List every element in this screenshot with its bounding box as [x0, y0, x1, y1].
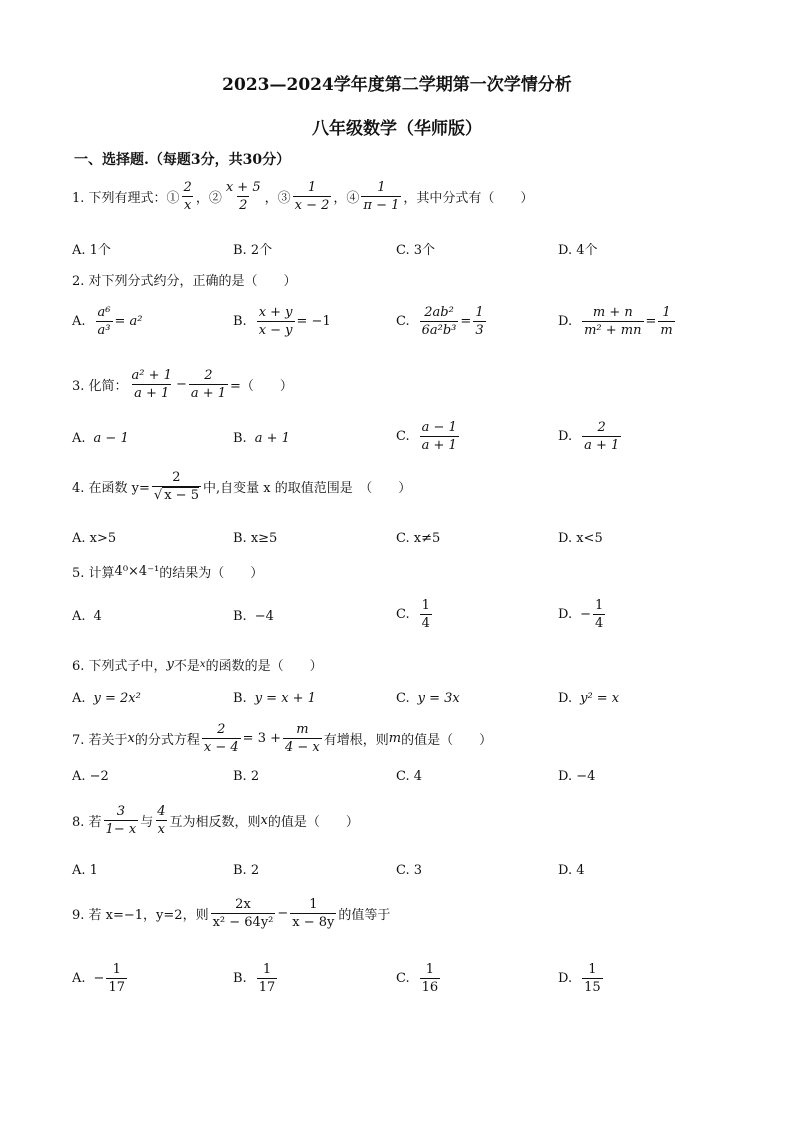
- q1-option-a: A. 1个: [72, 243, 111, 258]
- q9-option-a: [72, 962, 129, 995]
- page-subtitle: 八年级数学（华师版）: [312, 119, 482, 139]
- option-label: A.: [72, 431, 86, 446]
- denominator: m: [660, 323, 673, 338]
- denominator: [152, 486, 201, 503]
- denominator: 17: [108, 980, 125, 995]
- q3-prefix: 3. 化简：: [72, 379, 128, 394]
- q1-prefix: 1. 下列有理式：①: [72, 191, 180, 206]
- q7-option-d: D. −4: [558, 769, 596, 784]
- q1-sep: ，④: [333, 191, 360, 206]
- q9-option-c: [396, 962, 442, 995]
- option-label: D.: [558, 607, 573, 622]
- fraction: [257, 962, 278, 995]
- denominator: a + 1: [421, 438, 457, 453]
- q6-mid: 不是: [173, 659, 200, 674]
- numerator: 1: [421, 598, 430, 613]
- numerator: 1: [595, 598, 604, 613]
- q2-option-a: [72, 305, 143, 338]
- minus: −: [277, 906, 289, 921]
- option-label: D.: [558, 691, 573, 706]
- q3-option-b: [233, 431, 290, 446]
- question-4-stem: [72, 470, 411, 503]
- q1-fraction-2: [224, 180, 263, 213]
- question-8-stem: [72, 804, 359, 837]
- denominator: 1− x: [105, 822, 137, 837]
- q4-suffix: 中,自变量 x 的取值范围是 （ ）: [202, 481, 412, 496]
- q1-fraction-4: [361, 180, 401, 213]
- question-3-stem: [72, 368, 293, 401]
- q1-sep: ，②: [195, 191, 222, 206]
- q9-suffix: 的值等于: [338, 908, 391, 923]
- q1-option-c: C. 3个: [396, 243, 436, 258]
- option-label: C.: [396, 314, 410, 329]
- q5-prefix: 5. 计算: [72, 566, 115, 581]
- q6-suffix: 的函数的是（ ）: [205, 659, 323, 674]
- sqrt-icon: √: [153, 488, 163, 503]
- fraction: [211, 897, 276, 930]
- q7-prefix: 7. 若关于: [72, 733, 128, 748]
- option-expr: a + 1: [254, 431, 290, 446]
- q8-option-c: C. 3: [396, 863, 423, 878]
- var-m: m: [388, 731, 402, 746]
- q5-expression: 4⁰×4⁻¹: [114, 564, 160, 579]
- rhs: = −1: [296, 314, 331, 329]
- numerator: 1: [377, 180, 386, 195]
- fraction: [420, 962, 441, 995]
- radicand: x − 5: [164, 488, 199, 503]
- denominator: x: [184, 198, 192, 213]
- q1-option-d: D. 4个: [558, 243, 598, 258]
- q5-option-b: [233, 609, 274, 624]
- numerator: 1: [262, 962, 272, 977]
- fraction: [283, 722, 322, 755]
- q7-option-b: B. 2: [233, 769, 260, 784]
- option-label: D.: [558, 971, 573, 986]
- q6-option-d: [558, 691, 619, 706]
- numerator: 4: [157, 804, 166, 819]
- q4-option-c: C. x≠5: [396, 531, 441, 546]
- option-label: B.: [233, 431, 247, 446]
- q8-suffix: 互为相反数，则: [169, 815, 261, 830]
- denominator: x − 4: [203, 740, 239, 755]
- option-label: B.: [233, 691, 247, 706]
- option-label: A.: [72, 609, 86, 624]
- numerator: a⁶: [97, 305, 111, 320]
- q5-suffix: 的结果为（ ）: [159, 566, 264, 581]
- numerator: x + 5: [225, 180, 261, 195]
- var-x: x: [199, 659, 206, 670]
- numerator: x + y: [258, 305, 293, 320]
- q9-prefix: 9. 若 x=−1，y=2，则: [72, 908, 209, 923]
- fraction: [420, 598, 432, 631]
- numerator: 1: [475, 305, 484, 320]
- numerator: 2x: [235, 897, 251, 912]
- denominator: x − 2: [294, 198, 330, 213]
- q5-option-c: [396, 598, 434, 631]
- q7-option-c: C. 4: [396, 769, 423, 784]
- q2-option-d: [558, 305, 677, 338]
- equals: = 3 +: [242, 731, 281, 746]
- denominator: m² + mn: [584, 323, 642, 338]
- denominator: a + 1: [584, 438, 620, 453]
- denominator: a + 1: [134, 386, 170, 401]
- q5-option-d: [558, 598, 607, 631]
- denominator: 16: [421, 980, 439, 995]
- numerator: 2: [597, 420, 606, 435]
- q7-suffix: 有增根，则: [323, 733, 389, 748]
- q7-option-a: A. −2: [72, 769, 109, 784]
- q6-option-b: [233, 691, 316, 706]
- q4-option-a: A. x>5: [72, 531, 117, 546]
- denominator: a³: [97, 323, 111, 338]
- option-expr: −4: [254, 609, 274, 624]
- q8-option-a: A. 1: [72, 863, 98, 878]
- q2-option-c: [396, 305, 488, 338]
- fraction: [420, 420, 459, 453]
- option-label: C.: [396, 971, 410, 986]
- option-expr: 4: [93, 609, 102, 624]
- denominator: 17: [258, 980, 276, 995]
- question-9-stem: [72, 897, 390, 930]
- fraction: [593, 598, 605, 631]
- q3-option-d: [558, 420, 623, 453]
- denominator: x² − 64y²: [212, 915, 274, 930]
- var-x: x: [260, 813, 268, 828]
- numerator: 2: [204, 368, 213, 383]
- q4-option-d: D. x<5: [558, 531, 603, 546]
- q1-option-b: B. 2个: [233, 243, 273, 258]
- fraction: [106, 962, 127, 995]
- denominator: 4: [421, 616, 430, 631]
- q2-option-b: [233, 305, 331, 338]
- fraction: [155, 804, 167, 837]
- numerator: 2: [217, 722, 226, 737]
- q9-option-b: [233, 962, 279, 995]
- q7-mid: 的分式方程: [134, 733, 200, 748]
- q9-option-d: [558, 962, 605, 995]
- q8-suffix: 的值是（ ）: [267, 815, 359, 830]
- q3-option-c: [396, 420, 461, 453]
- option-label: B.: [233, 314, 247, 329]
- q7-suffix: 的值是（ ）: [401, 733, 493, 748]
- option-label: A.: [72, 691, 86, 706]
- option-expr: y = x + 1: [254, 691, 316, 706]
- q3-suffix: =（ ）: [230, 379, 293, 394]
- fraction: [582, 305, 643, 338]
- denominator: 6a²b³: [421, 323, 457, 338]
- q8-prefix: 8. 若: [72, 815, 102, 830]
- numerator: 1: [588, 962, 597, 977]
- denominator: a + 1: [190, 386, 227, 401]
- numerator: 3: [116, 804, 125, 819]
- var-x: x: [127, 731, 135, 746]
- option-label: C.: [396, 429, 410, 444]
- denominator: x − 8y: [292, 915, 335, 930]
- option-label: C.: [396, 607, 410, 622]
- numerator: 1: [662, 305, 671, 320]
- option-expr: y² = x: [580, 691, 620, 706]
- q3-option-a: [72, 431, 129, 446]
- option-label: B.: [233, 609, 247, 624]
- q1-fraction-3: [293, 180, 332, 213]
- numerator: 1: [307, 180, 317, 195]
- option-expr: a − 1: [93, 431, 129, 446]
- numerator: 1: [112, 962, 121, 977]
- q6-prefix: 6. 下列式子中，: [72, 659, 167, 674]
- numerator: 1: [425, 962, 435, 977]
- q1-sep: ，③: [264, 191, 291, 206]
- denominator: 4: [595, 616, 604, 631]
- question-5-stem: [72, 562, 263, 581]
- option-label: C.: [396, 691, 410, 706]
- question-2-stem: 2. 对下列分式约分，正确的是（ ）: [72, 274, 297, 289]
- denominator: 15: [584, 980, 601, 995]
- fraction: [152, 470, 201, 503]
- q6-option-a: [72, 691, 141, 706]
- option-expr: y = 2x²: [93, 691, 141, 706]
- minus: −: [93, 971, 105, 986]
- option-label: A.: [72, 314, 86, 329]
- q1-suffix: ，其中分式有（ ）: [403, 191, 534, 206]
- minus: −: [580, 607, 591, 622]
- denominator: 2: [239, 198, 248, 213]
- option-expr: y = 3x: [417, 691, 460, 706]
- numerator: m: [296, 722, 309, 737]
- option-label: D.: [558, 314, 573, 329]
- fraction: [202, 722, 241, 755]
- numerator: 2ab²: [424, 305, 454, 320]
- question-1-stem: [72, 180, 533, 213]
- question-7-stem: [72, 722, 492, 755]
- q1-fraction-1: [182, 180, 194, 213]
- q8-mid: 与: [140, 815, 154, 830]
- q8-option-d: D. 4: [558, 863, 585, 878]
- fraction: [104, 804, 139, 837]
- rhs: = a²: [114, 314, 143, 329]
- fraction: [582, 962, 603, 995]
- page-title: 2023—2024学年度第二学期第一次学情分析: [222, 75, 572, 95]
- equals: =: [460, 314, 472, 329]
- denominator: 3: [475, 323, 484, 338]
- numerator: 2: [172, 470, 181, 485]
- fraction: [473, 305, 485, 338]
- fraction: [189, 368, 228, 401]
- option-label: B.: [233, 971, 247, 986]
- fraction: [658, 305, 674, 338]
- var-y: y: [166, 657, 174, 672]
- denominator: π − 1: [363, 198, 400, 213]
- q4-prefix: 4. 在函数 y=: [72, 481, 150, 496]
- numerator: 1: [309, 897, 318, 912]
- q6-option-c: [396, 691, 460, 706]
- q8-option-b: B. 2: [233, 863, 260, 878]
- fraction: [96, 305, 113, 338]
- section-heading: 一、选择题.（每题3分，共30分）: [74, 152, 291, 168]
- equals: =: [645, 314, 657, 329]
- q4-option-b: B. x≥5: [233, 531, 278, 546]
- fraction: [420, 305, 459, 338]
- numerator: a − 1: [421, 420, 457, 435]
- denominator: x − y: [258, 323, 293, 338]
- fraction: [130, 368, 174, 401]
- numerator: a² + 1: [131, 368, 172, 383]
- minus: −: [175, 377, 187, 392]
- denominator: x: [157, 822, 166, 837]
- question-6-stem: [72, 655, 323, 674]
- fraction: [582, 420, 621, 453]
- q5-option-a: [72, 609, 102, 624]
- numerator: m + n: [592, 305, 633, 320]
- fraction: [290, 897, 336, 930]
- option-label: A.: [72, 971, 86, 986]
- option-label: D.: [558, 429, 573, 444]
- fraction: [257, 305, 295, 338]
- numerator: 2: [183, 180, 192, 195]
- denominator: 4 − x: [285, 740, 320, 755]
